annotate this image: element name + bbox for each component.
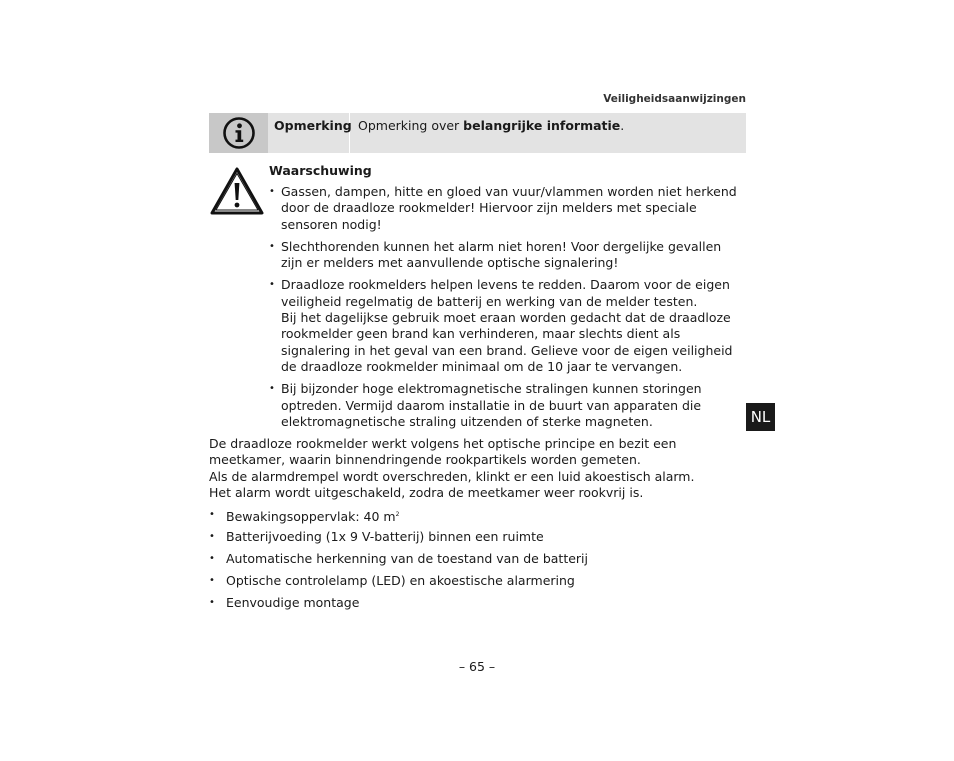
description-line: meetkamer, waarin binnendringende rookpartikels worden gemeten.	[209, 452, 641, 468]
warning-line: • Bij bijzonder hoge elektromagnetische stralingen kunnen storingen	[281, 381, 702, 397]
warning-line: zijn er melders met aanvullende optische signalering!	[281, 255, 619, 271]
warning-line: door de draadloze rookmelder! Hiervoor zijn melders met speciale	[281, 200, 697, 216]
warning-line: rookmelder geen brand kan verhinderen, maar slechts dient als	[281, 326, 681, 342]
warning-line: elektromagnetische straling uitzenden of sterke magneten.	[281, 413, 653, 429]
note-text-bold: belangrijke informatie	[463, 118, 621, 133]
feature-text: Eenvoudige montage	[226, 595, 360, 610]
note-icon-cell	[209, 113, 268, 153]
warning-item	[269, 239, 749, 272]
language-tab: NL	[746, 403, 775, 431]
warning-line: • Gassen, dampen, hitte en gloed van vuur/vlammen worden niet herkend	[281, 184, 737, 199]
feature-text: Bewakingsoppervlak: 40 m	[226, 509, 396, 525]
description-line: De draadloze rookmelder werkt volgens het optische principe en bezit een	[209, 436, 677, 451]
note-text	[350, 113, 624, 153]
feature-item	[209, 507, 588, 529]
info-icon	[222, 116, 256, 150]
note-text-suffix: .	[620, 118, 625, 133]
feature-text: Automatische herkenning van de toestand van de batterij	[226, 551, 589, 566]
warning-triangle-icon	[209, 166, 265, 216]
warning-item	[269, 381, 749, 430]
section-header: Veiligheidsaanwijzingen	[603, 93, 746, 105]
feature-superscript: 2	[395, 511, 400, 518]
warning-line: optreden. Vermijd daarom installatie in de buurt van apparaten die	[281, 397, 702, 413]
description-paragraph	[209, 436, 749, 501]
warning-line: de draadloze rookmelder minimaal om de 10 jaar te vervangen.	[281, 358, 683, 374]
warning-item	[269, 184, 749, 233]
warning-item	[269, 277, 749, 375]
note-label: Opmerking	[268, 113, 350, 153]
page-number: – 65 –	[458, 659, 496, 674]
note-box	[209, 113, 746, 153]
feature-item	[209, 595, 588, 617]
warning-line: signalering in het geval van een brand. Gelieve voor de eigen veiligheid	[281, 342, 733, 358]
feature-item	[209, 573, 588, 595]
warning-line: Bij het dagelijkse gebruik moet eraan worden gedacht dat de draadloze	[281, 310, 731, 326]
feature-item	[209, 551, 588, 573]
feature-item	[209, 529, 588, 551]
description-line: Het alarm wordt uitgeschakeld, zodra de meetkamer weer rookvrij is.	[209, 484, 644, 500]
warning-title: Waarschuwing	[269, 163, 372, 178]
feature-text: Optische controlelamp (LED) en akoestische alarmering	[226, 573, 575, 588]
note-text-prefix: Opmerking over	[358, 118, 464, 133]
feature-text: Batterijvoeding (1x 9 V-batterij) binnen een ruimte	[226, 529, 544, 544]
warning-line: • Slechthorenden kunnen het alarm niet horen! Voor dergelijke gevallen	[281, 238, 722, 254]
feature-list	[209, 507, 588, 617]
warning-line: • Draadloze rookmelders helpen levens te redden. Daarom voor de eigen	[281, 277, 730, 293]
warning-list	[269, 184, 749, 436]
description-line: Als de alarmdrempel wordt overschreden, klinkt er een luid akoestisch alarm.	[209, 468, 695, 484]
warning-line: veiligheid regelmatig de batterij en werking van de melder testen.	[281, 293, 698, 309]
warning-line: sensoren nodig!	[281, 216, 382, 232]
